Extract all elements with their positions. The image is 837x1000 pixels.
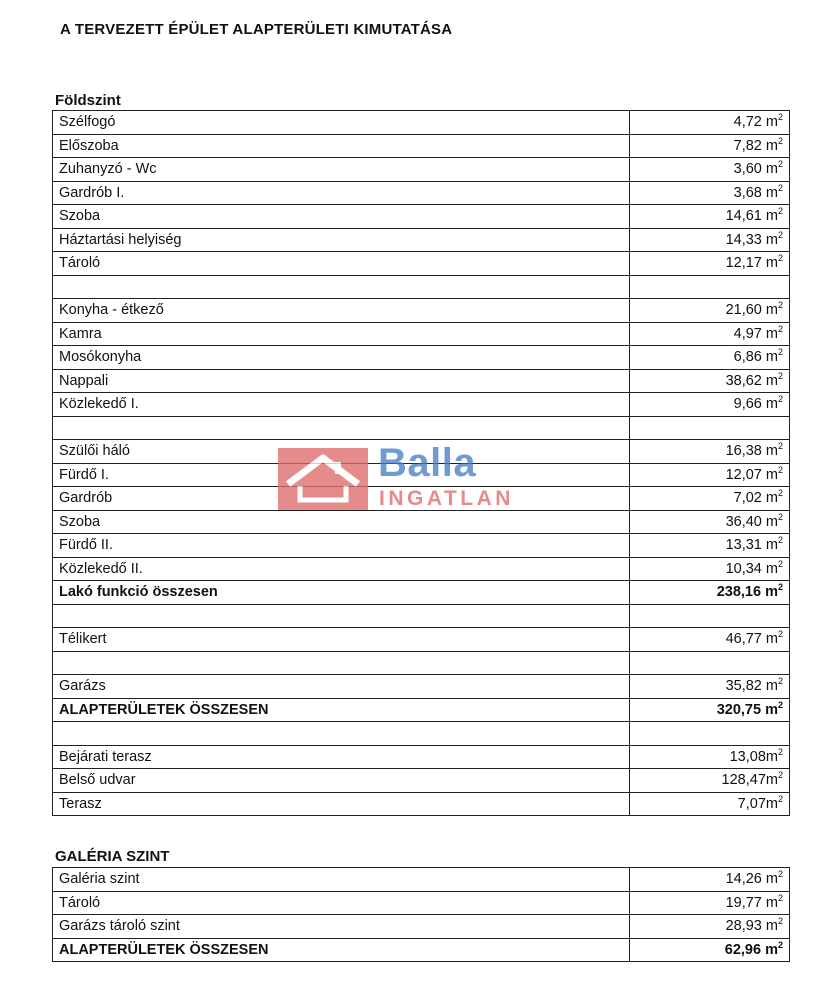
area-value: 4,72 — [733, 114, 762, 131]
area-cell — [630, 322, 790, 346]
blank-cell — [53, 722, 630, 746]
area-value: 14,33 — [725, 231, 762, 248]
table-row — [53, 369, 790, 393]
area-cell — [630, 534, 790, 558]
area-unit: $m^2$ — [765, 511, 783, 530]
table-row — [53, 205, 790, 229]
room-name: Szoba — [53, 510, 630, 534]
table-row — [53, 868, 790, 892]
area-unit: $m^2$ — [765, 112, 783, 131]
blank-cell — [630, 275, 790, 299]
area-value: 7,02 — [733, 490, 762, 507]
table-row — [53, 557, 790, 581]
table-row — [53, 745, 790, 769]
blank-cell — [53, 604, 630, 628]
area-unit: $m^2$ — [765, 394, 783, 413]
table-row — [53, 346, 790, 370]
area-cell — [630, 891, 790, 915]
room-name: Belső udvar — [53, 769, 630, 793]
area-cell — [630, 158, 790, 182]
area-unit: $m^2$ — [765, 892, 783, 911]
table-row — [53, 299, 790, 323]
area-cell — [630, 745, 790, 769]
section-heading-galeria: GALÉRIA SZINT — [55, 848, 170, 865]
area-unit: $m^2$ — [765, 347, 783, 366]
total-label: ALAPTERÜLETEK ÖSSZESEN — [53, 698, 630, 722]
area-unit: $m^2$ — [765, 582, 783, 601]
table-row — [53, 675, 790, 699]
room-name: Mosókonyha — [53, 346, 630, 370]
area-cell — [630, 698, 790, 722]
table-row — [53, 915, 790, 939]
area-value: 12,17 — [725, 255, 762, 272]
area-value: 14,26 — [725, 871, 762, 888]
area-cell — [630, 440, 790, 464]
room-name: Bejárati terasz — [53, 745, 630, 769]
table-row — [53, 111, 790, 135]
area-value: 21,60 — [725, 302, 762, 319]
area-value: 12,07 — [725, 466, 762, 483]
area-value: 35,82 — [725, 678, 762, 695]
table-row — [53, 534, 790, 558]
room-name: Fürdő I. — [53, 463, 630, 487]
watermark-sub: INGATLAN — [379, 487, 514, 510]
blank-row — [53, 651, 790, 675]
blank-row — [53, 604, 790, 628]
table-row — [53, 440, 790, 464]
area-cell — [630, 792, 790, 816]
table-row — [53, 510, 790, 534]
blank-cell — [53, 651, 630, 675]
total-row — [53, 938, 790, 962]
subtotal-label: Lakó funkció összesen — [53, 581, 630, 605]
area-unit: $m^2$ — [765, 159, 783, 178]
area-unit: $m^2$ — [765, 793, 783, 812]
room-name: Előszoba — [53, 134, 630, 158]
area-value: 14,61 — [725, 208, 762, 225]
table-row — [53, 228, 790, 252]
room-name: Szülői háló — [53, 440, 630, 464]
room-name: Garázs — [53, 675, 630, 699]
room-name: Szoba — [53, 205, 630, 229]
table-row — [53, 891, 790, 915]
area-value: 4,97 — [733, 325, 762, 342]
area-cell — [630, 769, 790, 793]
blank-row — [53, 416, 790, 440]
area-value: 9,66 — [733, 396, 762, 413]
section-heading-foldszint: Földszint — [55, 92, 121, 109]
room-name: Télikert — [53, 628, 630, 652]
area-unit: $m^2$ — [765, 869, 783, 888]
area-value: 38,62 — [725, 372, 762, 389]
table-row — [53, 792, 790, 816]
total-value: 62,96 — [724, 941, 762, 958]
blank-cell — [53, 416, 630, 440]
table-row — [53, 252, 790, 276]
subtotal-row — [53, 581, 790, 605]
area-cell — [630, 915, 790, 939]
room-name: Közlekedő II. — [53, 557, 630, 581]
area-cell — [630, 510, 790, 534]
room-name: Közlekedő I. — [53, 393, 630, 417]
room-name: Gardrób I. — [53, 181, 630, 205]
total-value: 320,75 — [716, 701, 762, 718]
area-value: 7,07 — [737, 795, 766, 812]
table-row — [53, 393, 790, 417]
area-value: 3,60 — [733, 161, 762, 178]
room-name: Fürdő II. — [53, 534, 630, 558]
area-cell — [630, 581, 790, 605]
area-cell — [630, 252, 790, 276]
foldszint-table — [52, 110, 790, 816]
area-value: 10,34 — [725, 560, 762, 577]
table-row — [53, 769, 790, 793]
area-unit: $m^2$ — [765, 629, 783, 648]
table-row — [53, 181, 790, 205]
area-value: 13,08 — [729, 748, 766, 765]
room-name: Kamra — [53, 322, 630, 346]
area-value: 128,47 — [721, 772, 766, 789]
area-unit: $m^2$ — [765, 441, 783, 460]
blank-cell — [630, 651, 790, 675]
blank-cell — [630, 416, 790, 440]
table-row — [53, 158, 790, 182]
area-unit: $m^2$ — [765, 206, 783, 225]
area-unit: $m^2$ — [765, 676, 783, 695]
area-cell — [630, 463, 790, 487]
table-row — [53, 628, 790, 652]
room-name: Tároló — [53, 252, 630, 276]
area-unit: $m^2$ — [765, 746, 783, 765]
area-value: 28,93 — [725, 918, 762, 935]
area-unit: $m^2$ — [765, 229, 783, 248]
area-cell — [630, 346, 790, 370]
table-row — [53, 487, 790, 511]
room-name: Tároló — [53, 891, 630, 915]
room-name: Terasz — [53, 792, 630, 816]
document-title: A TERVEZETT ÉPÜLET ALAPTERÜLETI KIMUTATÁSA — [60, 21, 453, 38]
area-value: 6,86 — [733, 349, 762, 366]
area-cell — [630, 628, 790, 652]
total-row — [53, 698, 790, 722]
room-name: Szélfogó — [53, 111, 630, 135]
area-value: 3,68 — [733, 184, 762, 201]
subtotal-value: 238,16 — [716, 584, 762, 601]
area-cell — [630, 868, 790, 892]
area-cell — [630, 299, 790, 323]
area-unit: $m^2$ — [765, 699, 783, 718]
area-unit: $m^2$ — [765, 770, 783, 789]
room-name: Háztartási helyiség — [53, 228, 630, 252]
room-name: Galéria szint — [53, 868, 630, 892]
blank-row — [53, 722, 790, 746]
area-unit: $m^2$ — [765, 135, 783, 154]
area-cell — [630, 228, 790, 252]
area-value: 46,77 — [725, 631, 762, 648]
room-name: Garázs tároló szint — [53, 915, 630, 939]
area-cell — [630, 111, 790, 135]
area-unit: $m^2$ — [765, 558, 783, 577]
blank-row — [53, 275, 790, 299]
area-cell — [630, 938, 790, 962]
blank-cell — [53, 275, 630, 299]
area-value: 36,40 — [725, 513, 762, 530]
area-cell — [630, 557, 790, 581]
area-cell — [630, 134, 790, 158]
total-label: ALAPTERÜLETEK ÖSSZESEN — [53, 938, 630, 962]
watermark-brand: Balla — [378, 441, 477, 485]
area-value: 7,82 — [733, 137, 762, 154]
area-value: 13,31 — [725, 537, 762, 554]
area-unit: $m^2$ — [765, 182, 783, 201]
blank-cell — [630, 722, 790, 746]
area-cell — [630, 393, 790, 417]
area-cell — [630, 369, 790, 393]
area-cell — [630, 181, 790, 205]
area-unit: $m^2$ — [765, 370, 783, 389]
area-value: 19,77 — [725, 894, 762, 911]
area-cell — [630, 205, 790, 229]
area-unit: $m^2$ — [765, 916, 783, 935]
area-unit: $m^2$ — [765, 253, 783, 272]
area-unit: $m^2$ — [765, 939, 783, 958]
table-row — [53, 134, 790, 158]
room-name: Zuhanyzó - Wc — [53, 158, 630, 182]
table-row — [53, 463, 790, 487]
blank-cell — [630, 604, 790, 628]
galeria-table — [52, 867, 790, 962]
area-unit: $m^2$ — [765, 488, 783, 507]
table-row — [53, 322, 790, 346]
room-name: Konyha - étkező — [53, 299, 630, 323]
area-unit: $m^2$ — [765, 464, 783, 483]
area-cell — [630, 487, 790, 511]
area-unit: $m^2$ — [765, 535, 783, 554]
room-name: Nappali — [53, 369, 630, 393]
area-unit: $m^2$ — [765, 323, 783, 342]
area-value: 16,38 — [725, 443, 762, 460]
area-cell — [630, 675, 790, 699]
area-unit: $m^2$ — [765, 300, 783, 319]
room-name: Gardrób — [53, 487, 630, 511]
